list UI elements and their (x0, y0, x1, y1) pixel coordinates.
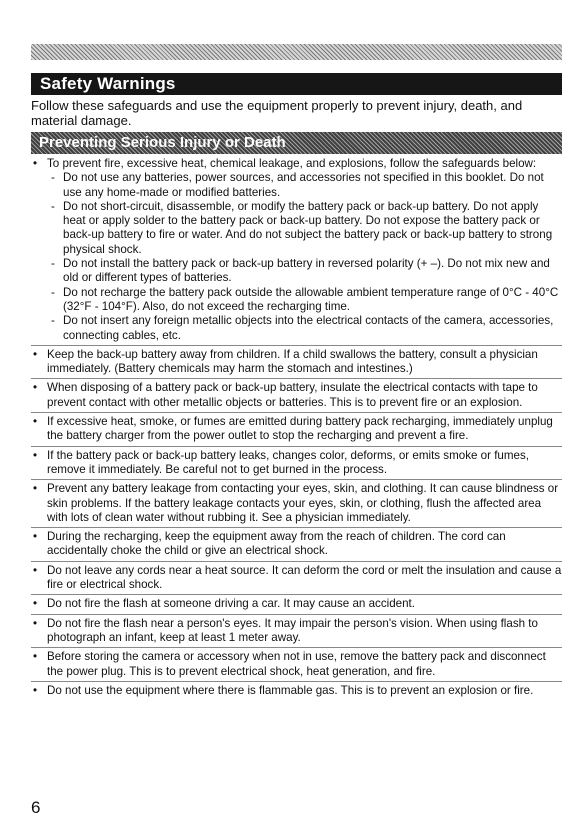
warning-item (31, 564, 562, 596)
dash-icon: - (51, 257, 55, 271)
warning-item (31, 449, 562, 481)
warning-text: During the recharging, keep the equipment away from the reach of children. The cord can accidentally choke the child or give an electrical shock. (47, 530, 506, 558)
dash-icon: - (51, 285, 55, 299)
warning-item (31, 482, 562, 528)
warning-item (31, 597, 562, 614)
section-heading: Preventing Serious Injury or Death (31, 132, 562, 154)
warning-text: Prevent any battery leakage from contacting your eyes, skin, and clothing. It can cause blindness or skin problems. If the battery leakage contacts your eyes, skin, or clothing, flush the affected area with lots of clean water without rubbing it. See a physician immediately. (47, 482, 559, 524)
safeguard-text: Do not short-circuit, disassemble, or modify the battery pack or back-up battery. Do not apply heat or apply solder to the battery pack or back-up battery. Do not expose the battery pack or back-up battery to fire or water. And do not subject the battery pack or back-up battery to strong physical shock. (63, 199, 553, 256)
bullet-icon: • (33, 650, 38, 664)
bullet-icon: • (33, 683, 38, 697)
bullet-icon: • (33, 381, 38, 395)
bullet-icon: • (33, 347, 38, 361)
bullet-icon: • (33, 530, 38, 544)
warning-text: When disposing of a battery pack or back-up battery, insulate the electrical contacts with tape to prevent contact with other metallic objects or batteries. This is to prevent fire or an explosion. (47, 381, 538, 409)
warning-text: Do not fire the flash near a person's eyes. It may impair the person's vision. When using flash to photograph an infant, keep at least 1 meter away. (47, 616, 538, 644)
safeguard-text: Do not insert any foreign metallic objects into the electrical contacts of the camera, accessories, connecting cables, etc. (63, 314, 554, 342)
safeguard-item (47, 286, 562, 315)
warning-item (31, 381, 562, 413)
bullet-icon: • (33, 157, 38, 170)
warning-item (31, 348, 562, 380)
safeguard-item (47, 314, 562, 343)
warning-list (31, 157, 562, 702)
safeguard-item (47, 200, 562, 257)
warning-text: Do not fire the flash at someone driving a car. It may cause an accident. (47, 597, 415, 611)
bullet-icon: • (33, 415, 38, 429)
safeguard-sublist (47, 171, 562, 343)
warning-item (31, 650, 562, 682)
intro-text: Follow these safeguards and use the equipment properly to prevent injury, death, and material damage. (31, 98, 523, 128)
page-number: 6 (31, 798, 41, 817)
dash-icon: - (51, 314, 55, 328)
bullet-icon: • (33, 616, 38, 630)
warning-text: Before storing the camera or accessory when not in use, remove the battery pack and disconnect the power plug. This is to prevent electrical shock, heat generation, and fire. (47, 650, 546, 678)
bullet-icon: • (33, 482, 38, 496)
dash-icon: - (51, 199, 55, 213)
safeguard-text: Do not recharge the battery pack outside the allowable ambient temperature range of 0°C - 40°C (32°F - 104°F). Also, do not exceed the recharging time. (63, 285, 559, 313)
safeguard-item (47, 257, 562, 286)
safeguard-text: Do not use any batteries, power sources, and accessories not specified in this booklet. Do not use any home-made or modified batteries. (63, 171, 544, 199)
dash-icon: - (51, 171, 55, 185)
warning-text: If the battery pack or back-up battery leaks, changes color, deforms, or emits smoke or fumes, remove it immediately. Be careful not to get burned in the process. (47, 448, 529, 476)
warning-text: If excessive heat, smoke, or fumes are emitted during battery pack recharging, immediately unplug the battery charger from the power outlet to stop the recharging and prevent a fire. (47, 415, 553, 443)
warning-text: Do not use the equipment where there is flammable gas. This is to prevent an explosion or fire. (47, 683, 534, 697)
warning-item (31, 415, 562, 447)
page-title: Safety Warnings (31, 73, 562, 95)
warning-item (31, 530, 562, 562)
safeguard-item (47, 171, 562, 200)
warning-text: To prevent fire, excessive heat, chemical leakage, and explosions, follow the safeguards below: (47, 157, 537, 170)
bullet-icon: • (33, 597, 38, 611)
safeguard-text: Do not install the battery pack or back-up battery in reversed polarity (+ –). Do not mix new and old or different types of batteries. (63, 257, 550, 285)
bullet-icon: • (33, 448, 38, 462)
warning-item (31, 157, 562, 346)
warning-text: Keep the back-up battery away from children. If a child swallows the battery, consult a physician immediately. (Battery chemicals may harm the stomach and intestines.) (47, 347, 538, 376)
warning-item (31, 684, 562, 700)
bullet-icon: • (33, 563, 38, 577)
warning-text: Do not leave any cords near a heat source. It can deform the cord or melt the insulation and cause a fire or electrical shock. (47, 563, 562, 592)
warning-item (31, 617, 562, 649)
decorative-band (31, 44, 562, 60)
